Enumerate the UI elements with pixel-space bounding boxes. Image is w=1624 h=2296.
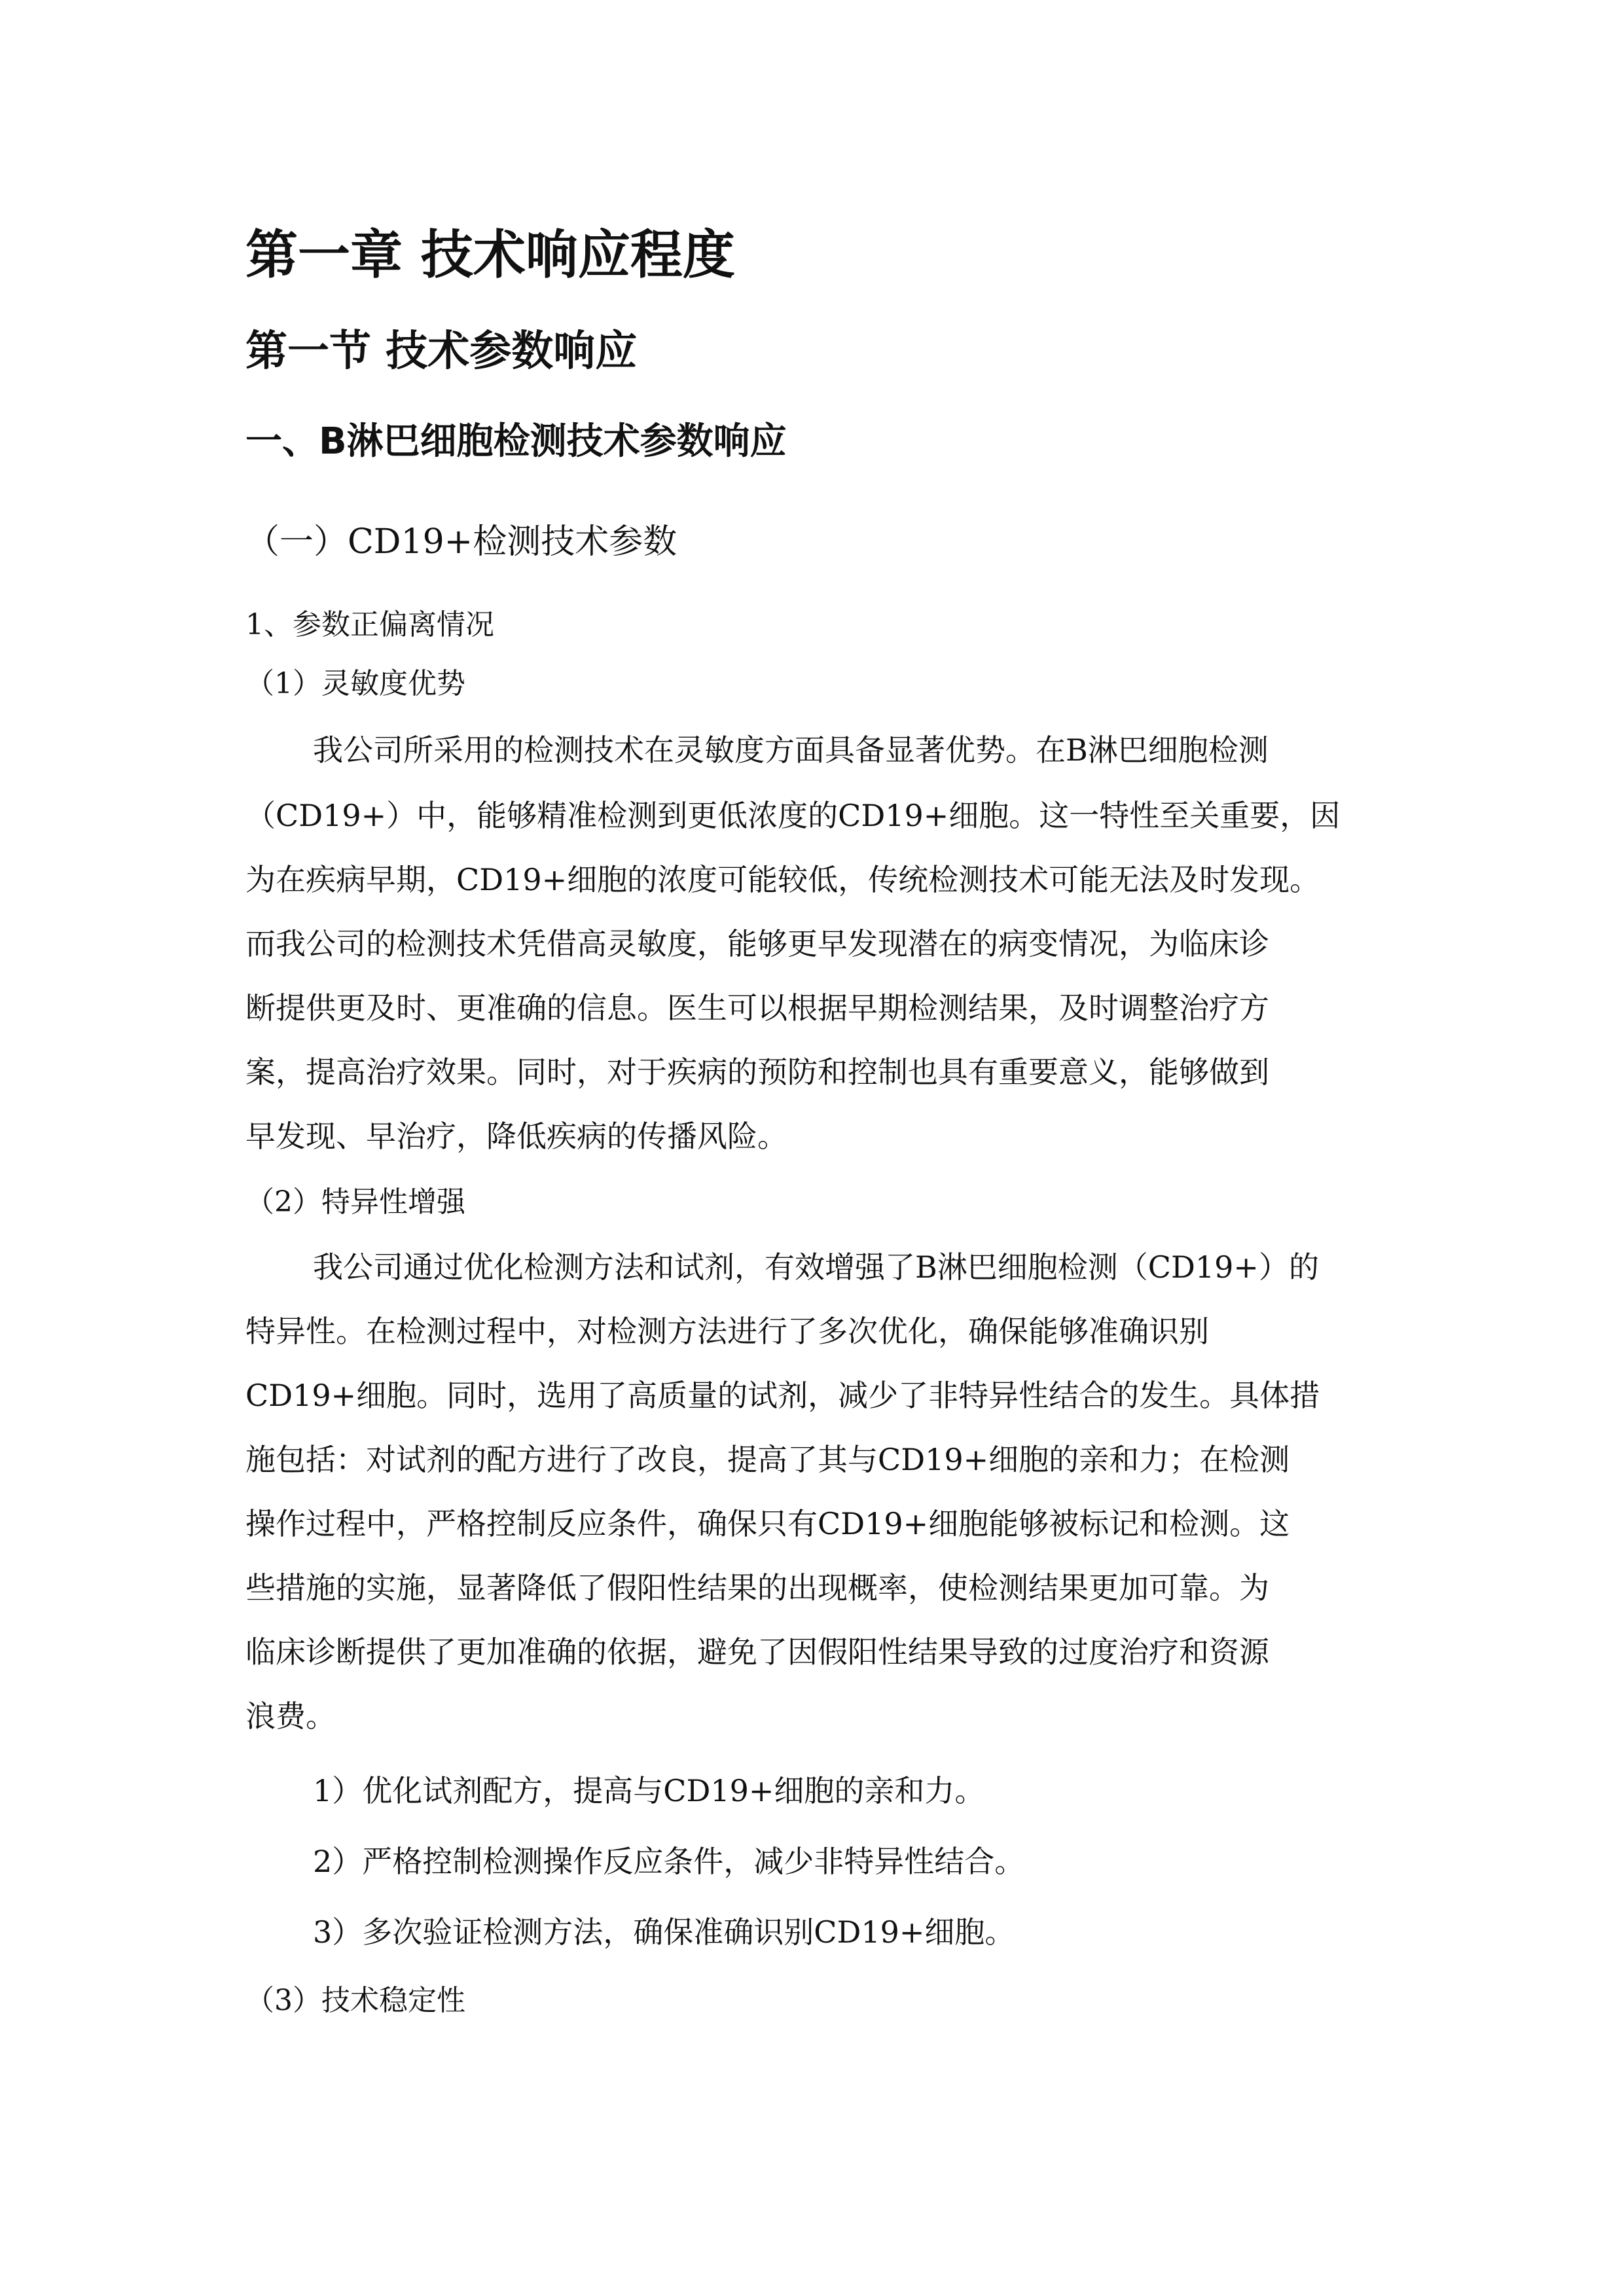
- paragraph-line: 而我公司的检测技术凭借高灵敏度，能够更早发现潜在的病变情况，为临床诊: [245, 926, 1269, 961]
- sensitivity-heading: （1）灵敏度优势: [245, 667, 465, 700]
- paragraph-line: 临床诊断提供了更加准确的依据，避免了因假阳性结果导致的过度治疗和资源: [245, 1634, 1269, 1670]
- paragraph-line: 施包括：对试剂的配方进行了改良，提高了其与CD19+细胞的亲和力；在检测: [245, 1442, 1290, 1477]
- paragraph-line: 浪费。: [245, 1698, 336, 1734]
- paragraph-line: 我公司通过优化检测方法和试剂，有效增强了B淋巴细胞检测（CD19+）的: [313, 1249, 1319, 1285]
- list-item: 2）严格控制检测操作反应条件，减少非特异性结合。: [313, 1844, 1025, 1879]
- paragraph-line: 特异性。在检测过程中，对检测方法进行了多次优化，确保能够准确识别: [245, 1314, 1209, 1349]
- chapter-title: 第一章 技术响应程度: [245, 224, 735, 285]
- item-heading-1: 1、参数正偏离情况: [245, 608, 494, 641]
- paragraph-line: CD19+细胞。同时，选用了高质量的试剂，减少了非特异性结合的发生。具体措: [245, 1378, 1320, 1413]
- stability-heading: （3）技术稳定性: [245, 1984, 465, 2017]
- paragraph-line: 操作过程中，严格控制反应条件，确保只有CD19+细胞能够被标记和检测。这: [245, 1506, 1290, 1541]
- paragraph-line: 些措施的实施，显著降低了假阳性结果的出现概率，使检测结果更加可靠。为: [245, 1570, 1269, 1605]
- section-title: 第一节 技术参数响应: [245, 327, 638, 376]
- paragraph-line: （CD19+）中，能够精准检测到更低浓度的CD19+细胞。这一特性至关重要，因: [245, 798, 1341, 833]
- specificity-heading: （2）特异性增强: [245, 1185, 465, 1219]
- list-item: 3）多次验证检测方法，确保准确识别CD19+细胞。: [313, 1914, 1015, 1950]
- subsection-title: 一、B淋巴细胞检测技术参数响应: [245, 420, 787, 463]
- paragraph-line: 我公司所采用的检测技术在灵敏度方面具备显著优势。在B淋巴细胞检测: [313, 732, 1269, 768]
- paragraph-line: 早发现、早治疗，降低疾病的传播风险。: [245, 1119, 787, 1154]
- paragraph-line: 案，提高治疗效果。同时，对于疾病的预防和控制也具有重要意义，能够做到: [245, 1054, 1269, 1090]
- paragraph-line: 断提供更及时、更准确的信息。医生可以根据早期检测结果，及时调整治疗方: [245, 990, 1269, 1026]
- paragraph-line: 为在疾病早期，CD19+细胞的浓度可能较低，传统检测技术可能无法及时发现。: [245, 862, 1320, 897]
- subsubsection-title: （一）CD19+检测技术参数: [245, 522, 677, 562]
- list-item: 1）优化试剂配方，提高与CD19+细胞的亲和力。: [313, 1773, 985, 1808]
